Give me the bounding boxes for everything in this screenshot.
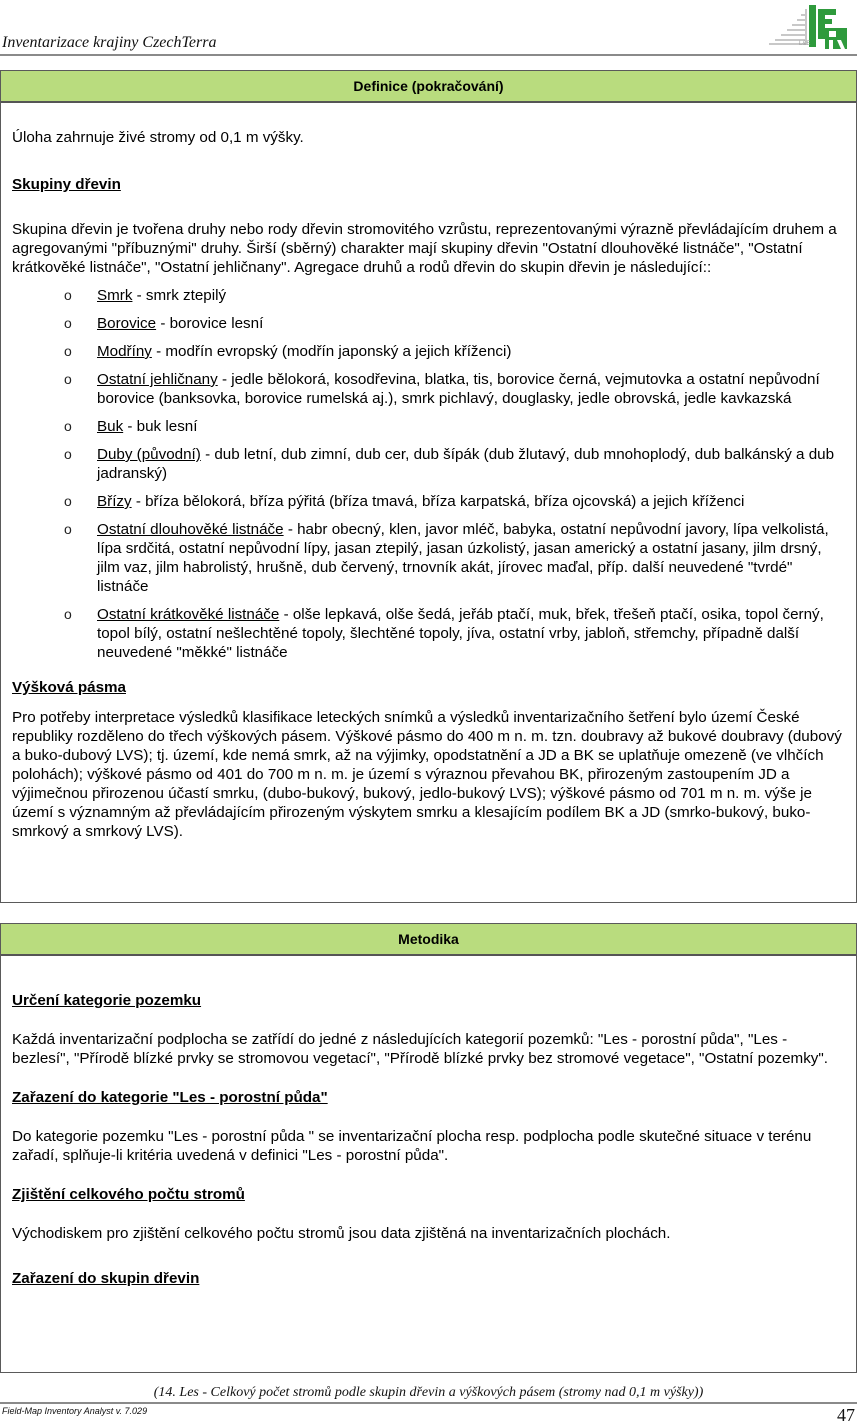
- group-assignment-heading: Zařazení do skupin dřevin: [12, 1270, 200, 1287]
- land-category-heading: Určení kategorie pozemku: [12, 992, 202, 1009]
- group-name: Borovice: [97, 315, 157, 332]
- document-title: Inventarizace krajiny CzechTerra: [2, 34, 217, 51]
- group-description: - olše lepkavá, olše šedá, jeřáb ptačí, muk, břek, třešeň ptačí, osika, topol černý, topol bílý, ostatní nešlechtěné topoly, šlechtěné topoly, jíva, ostatní vrby, jabloň, střemchy, případně další neuvedené "měkké" listnáče: [97, 606, 824, 661]
- altitude-zones-paragraph: Pro potřeby interpretace výsledků klasifikace leteckých snímků a výsledků inventarizačního šetření bylo území České republiky rozděleno do třech výškových pásem. Výškové pásmo do 400 m n. m. tzn. doubravy až bukové doubravy (dubový a buko-dubový LVS); tj. území, kde nemá smrk, až na výjimky, opodstatnění a JD a BK se uplatňuje omezeně (ve vlhčích polohách); výškové pásmo od 401 do 700 m n. m. je území s výraznou převahou BK, přirozeným zastoupením JD a výjimečnou přirozenou účastí smrku, (dubo-bukový, bukový, jedlo-bukový LVS); výškové pásmo od 701 m n. m. výše je území s významným až převládajícím přirozeným výskytem smrku a klesajícím podílem BK a JD (smrko-bukový, buko-smrkový a smrkový LVS).: [12, 709, 842, 840]
- bullet-icon: o: [64, 493, 72, 509]
- bullet-icon: o: [64, 343, 72, 359]
- tree-groups-list: [12, 286, 844, 662]
- list-item: [12, 492, 844, 511]
- list-item: [12, 370, 844, 408]
- group-description: - jedle bělokorá, kosodřevina, blatka, tis, borovice černá, vejmutovka a ostatní nepůvodní borovice (banksovka, borovice rumelská aj.), smrk pichlavý, douglasky, jedle obrovská, jedle kavkazská: [97, 371, 820, 407]
- tree-groups-heading: Skupiny dřevin: [12, 176, 121, 193]
- group-description: - bříza bělokorá, bříza pýřitá (bříza tmavá, bříza karpatská, bříza ojcovská) a jejich kříženci: [131, 493, 745, 510]
- group-description: - buk lesní: [123, 418, 198, 435]
- group-name: Ostatní jehličnany: [97, 371, 218, 388]
- list-item: [12, 445, 844, 483]
- methodology-content: [1, 991, 856, 1288]
- bullet-icon: o: [64, 446, 72, 462]
- bullet-icon: o: [64, 315, 72, 331]
- list-item: [12, 605, 844, 662]
- definitions-section-title: Definice (pokračování): [1, 71, 856, 103]
- group-name: Břízy: [97, 493, 132, 510]
- definitions-section: [0, 70, 857, 903]
- svg-text:L&E: L&E: [799, 41, 811, 47]
- ifer-logo-icon: [761, 1, 853, 53]
- bullet-icon: o: [64, 606, 72, 622]
- group-description: - habr obecný, klen, javor mléč, babyka, ostatní nepůvodní javory, lípa velkolistá, lípa srdčitá, ostatní nepůvodní lípy, jasan ztepilý, jasan úzkolistý, jasan americký a ostatní jasany, jilm drsný, jilm vaz, jilm habrolistý, hrušně, dub červený, trnovník akát, jírovec maďal, příp. další neuvedené "tvrdé" listnáče: [97, 521, 829, 595]
- group-name: Modříny: [97, 343, 152, 360]
- tree-count-heading: Zjištění celkového počtu stromů: [12, 1186, 245, 1203]
- list-item: [12, 286, 844, 305]
- group-description: - modřín evropský (modřín japonský a jejich kříženci): [151, 343, 512, 360]
- page-header: [0, 0, 857, 56]
- page-number: 47: [837, 1405, 855, 1424]
- methodology-section: [0, 923, 857, 1373]
- group-name: Duby (původní): [97, 446, 201, 463]
- intro-text: Úloha zahrnuje živé stromy od 0,1 m výšky.: [12, 129, 304, 146]
- footer-app-version: Field-Map Inventory Analyst v. 7.029: [2, 1406, 148, 1416]
- group-name: Ostatní dlouhověké listnáče: [97, 521, 284, 538]
- table-caption: (14. Les - Celkový počet stromů podle skupin dřevin a výškových pásem (stromy nad 0,1 m výšky)): [153, 1385, 704, 1400]
- forest-category-heading: Zařazení do kategorie "Les - porostní půda": [12, 1089, 328, 1106]
- group-description: - borovice lesní: [156, 315, 264, 332]
- list-item: [12, 314, 844, 333]
- list-item: [12, 417, 844, 436]
- group-name: Smrk: [97, 287, 133, 304]
- altitude-zones-heading: Výšková pásma: [12, 679, 126, 696]
- definitions-content: [1, 128, 856, 841]
- bullet-icon: o: [64, 371, 72, 387]
- bullet-icon: o: [64, 418, 72, 434]
- tree-groups-paragraph: Skupina dřevin je tvořena druhy nebo rody dřevin stromovitého vzrůstu, reprezentovanými výrazně převládajícím druhem a agregovanými "příbuznými" druhy. Širší (sběrný) charakter mají skupiny dřevin "Ostatní dlouhověké listnáče", "Ostatní krátkověké listnáče", "Ostatní jehličnany". Agregace druhů a rodů dřevin do skupin dřevin je následující::: [12, 221, 837, 276]
- list-item: [12, 342, 844, 361]
- group-description: - dub letní, dub zimní, dub cer, dub šípák (dub žlutavý, dub mnohoplodý, dub balkánský a dub jadranský): [97, 446, 835, 482]
- group-description: - smrk ztepilý: [132, 287, 227, 304]
- bullet-icon: o: [64, 287, 72, 303]
- group-name: Buk: [97, 418, 124, 435]
- bullet-icon: o: [64, 521, 72, 537]
- land-category-paragraph: Každá inventarizační podplocha se zatřídí do jedné z následujících kategorií pozemků: "Les - porostní půda", "Les - bezlesí", "Přírodě blízké prvky se stromovou vegetací", "Přírodě blízké prvky bez stromové vegetace", "Ostatní pozemky".: [12, 1031, 829, 1067]
- forest-category-paragraph: Do kategorie pozemku "Les - porostní půda " se inventarizační plocha resp. podplocha podle skutečné situace v terénu zařadí, splňuje-li kritéria uvedená v definici "Les - porostní půda".: [12, 1128, 812, 1164]
- methodology-section-title: Metodika: [1, 924, 856, 956]
- list-item: [12, 520, 844, 596]
- group-name: Ostatní krátkověké listnáče: [97, 606, 280, 623]
- tree-count-paragraph: Východiskem pro zjištění celkového počtu stromů jsou data zjištěná na inventarizačních plochách.: [12, 1225, 671, 1242]
- footer-divider: [0, 1402, 857, 1404]
